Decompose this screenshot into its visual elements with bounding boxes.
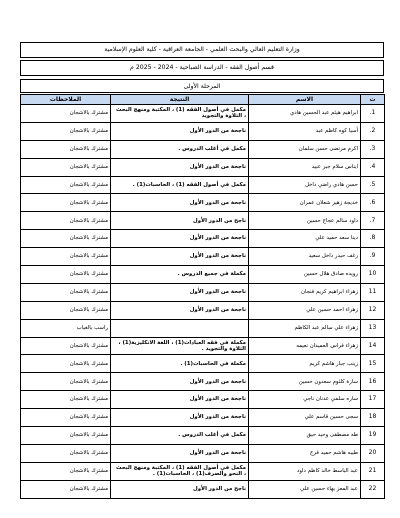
table-row xyxy=(21,319,385,337)
student-result: مكملة في جميع الدروس . xyxy=(111,266,249,284)
student-note: مشترك بالاشجان xyxy=(21,212,111,230)
student-note: مشترك بالاشجان xyxy=(21,105,111,123)
student-note: مشترك بالاشجان xyxy=(21,140,111,158)
student-name: رويده صادق هلال حسين xyxy=(249,266,361,284)
header-notes: الملاحظات xyxy=(21,95,111,105)
table-row xyxy=(21,194,385,212)
student-result: ناجحة من الدور الأول xyxy=(111,301,249,319)
student-note: مشترك بالاشجان xyxy=(21,176,111,194)
student-name: زينب جبار هاشم كريم xyxy=(249,355,361,373)
table-row xyxy=(21,337,385,355)
student-name: دينا سعد حميد علي xyxy=(249,230,361,248)
table-row xyxy=(21,230,385,248)
student-note: مشترك بالاشجان xyxy=(21,409,111,427)
table-row xyxy=(21,462,385,480)
student-name: عبد الباسط خالد كاظم داود xyxy=(249,462,361,480)
table-row xyxy=(21,248,385,266)
student-result: مكمل في أصول الفقه (1) ، الحاسبات(1) . xyxy=(111,176,249,194)
table-row xyxy=(21,105,385,123)
row-number: 17 xyxy=(361,391,385,409)
student-note: مشترك بالاشجان xyxy=(21,373,111,391)
table-row xyxy=(21,158,385,176)
table-row xyxy=(21,373,385,391)
table-row xyxy=(21,391,385,409)
student-result xyxy=(111,319,249,337)
header-ministry-line: وزارة التعليم العالي والبحث العلمي - الجامعة العراقية - كلية العلوم الإسلامية xyxy=(20,42,384,58)
row-number: 7. xyxy=(361,212,385,230)
student-note: مشترك بالاشجان xyxy=(21,283,111,301)
row-number: 22 xyxy=(361,480,385,498)
student-result: ناجحة من الدور الأول xyxy=(111,230,249,248)
student-note: مشترك بالاشجان xyxy=(21,194,111,212)
header-stage-line: المرحلة الأولى xyxy=(20,79,384,93)
row-number: 15 xyxy=(361,355,385,373)
table-row xyxy=(21,212,385,230)
header-number: ت xyxy=(361,95,385,105)
student-note: مشترك بالاشجان xyxy=(21,230,111,248)
student-name: داود سالم عجاج حسين xyxy=(249,212,361,230)
table-row xyxy=(21,444,385,462)
student-name: زهراء احمد حسين علي xyxy=(249,301,361,319)
table-row xyxy=(21,266,385,284)
student-note: مشترك بالاشجان xyxy=(21,462,111,480)
student-note: مشترك بالاشجان xyxy=(21,122,111,140)
student-name: أسيا كوه كاظم عبد xyxy=(249,122,361,140)
student-name: طه مصطفى وحيد حيق xyxy=(249,427,361,445)
student-result: ناجح من الدور الأول xyxy=(111,212,249,230)
table-row xyxy=(21,409,385,427)
student-result: ناجحة من الدور الأول xyxy=(111,409,249,427)
header-name: الاسم xyxy=(249,95,361,105)
student-name: زهراء علي سالم عبد الكاظم xyxy=(249,319,361,337)
row-number: 8. xyxy=(361,230,385,248)
row-number: 10 xyxy=(361,266,385,284)
student-name: عبد المعز بهاء حسين علي xyxy=(249,480,361,498)
row-number: 16 xyxy=(361,373,385,391)
row-number: 6. xyxy=(361,194,385,212)
student-note: راسب بالغياب xyxy=(21,319,111,337)
table-row xyxy=(21,301,385,319)
student-name: زهراء فراس العميدان نعيمه xyxy=(249,337,361,355)
row-number: 1. xyxy=(361,105,385,123)
student-note: مشترك بالاشجان xyxy=(21,337,111,355)
student-note: مشترك بالاشجان xyxy=(21,391,111,409)
student-name: زهراء ابراهيم كريم فنجان xyxy=(249,283,361,301)
header-department-line: قسم أصول الفقه - الدراسة الصباحية - 2024 - 2025 م xyxy=(20,60,384,76)
student-result: ناجحة من الدور الأول xyxy=(111,391,249,409)
student-result: مكمل في أغلب الدروس . xyxy=(111,427,249,445)
student-note: مشترك بالاشجان xyxy=(21,248,111,266)
row-number: 13 xyxy=(361,319,385,337)
student-name: رغف حيدر داخل سعيد xyxy=(249,248,361,266)
row-number: 21 xyxy=(361,462,385,480)
row-number: 11 xyxy=(361,283,385,301)
results-table xyxy=(20,94,385,499)
row-number: 4. xyxy=(361,158,385,176)
row-number: 14 xyxy=(361,337,385,355)
row-number: 5. xyxy=(361,176,385,194)
header-result: النتيجة xyxy=(111,95,249,105)
student-result: ناجحة من الدور الأول xyxy=(111,122,249,140)
row-number: 2. xyxy=(361,122,385,140)
student-result: مكملة في فقه العبادات(1) ، اللغة الانكليزية(1) ، التلاوة والتجويد . xyxy=(111,337,249,355)
student-result: ناجحة من الدور الأول xyxy=(111,248,249,266)
student-note: مشترك بالاشجان xyxy=(21,301,111,319)
student-name: ايناس سلام جبر عبيد xyxy=(249,158,361,176)
row-number: 20 xyxy=(361,444,385,462)
table-row xyxy=(21,140,385,158)
table-row xyxy=(21,355,385,373)
student-name: ابراهيم هيثم عبد الحسين هادي xyxy=(249,105,361,123)
table-header-row xyxy=(21,95,385,105)
student-result: مكمل في أصول الفقه (1) ، المكتبة ومنهج البحث ، النحو والصرف(1) ، الحاسبات(1) . xyxy=(111,462,249,480)
table-body xyxy=(21,105,385,499)
table-row xyxy=(21,122,385,140)
table-row xyxy=(21,176,385,194)
row-number: 3. xyxy=(361,140,385,158)
student-note: مشترك بالاشجان xyxy=(21,444,111,462)
row-number: 9. xyxy=(361,248,385,266)
student-result: مكمل في أغلب الدروس . xyxy=(111,140,249,158)
student-result: ناجحة من الدور الأول xyxy=(111,373,249,391)
student-result: ناجحة من الدور الأول xyxy=(111,158,249,176)
student-note: مشترك بالاشجان xyxy=(21,427,111,445)
table-row xyxy=(21,480,385,498)
table-row xyxy=(21,283,385,301)
student-name: حسن هادي راضي داخل xyxy=(249,176,361,194)
student-result: ناجحة من الدور الأول xyxy=(111,283,249,301)
student-result: مكمل في أصول الفقه (1) ، المكتبة ومنهج البحث ، التلاوة والتجويد xyxy=(111,105,249,123)
student-name: ساره سلمي عدنان ناجي xyxy=(249,391,361,409)
student-result: ناجحة من الدور الأول xyxy=(111,194,249,212)
student-result: ناجحة من الدور الأول xyxy=(111,444,249,462)
row-number: 12 xyxy=(361,301,385,319)
student-note: مشترك بالاشجان xyxy=(21,266,111,284)
student-name: خديجة زهير شعلان عمران xyxy=(249,194,361,212)
row-number: 18 xyxy=(361,409,385,427)
student-name: اكرم مرتضى حسن سلمان xyxy=(249,140,361,158)
student-note: مشترك بالاشجان xyxy=(21,158,111,176)
student-note: مشترك بالاشجان xyxy=(21,355,111,373)
student-name: سارة كلثوم سعدون حسين xyxy=(249,373,361,391)
student-note: مشترك بالاشجان xyxy=(21,480,111,498)
student-name: طيبه هاشم حميد فرج xyxy=(249,444,361,462)
student-result: مكملة في الحاسبات(1) . xyxy=(111,355,249,373)
row-number: 19 xyxy=(361,427,385,445)
table-row xyxy=(21,427,385,445)
student-result: ناجح من الدور الأول xyxy=(111,480,249,498)
student-name: سجى حسين قاسم علي xyxy=(249,409,361,427)
